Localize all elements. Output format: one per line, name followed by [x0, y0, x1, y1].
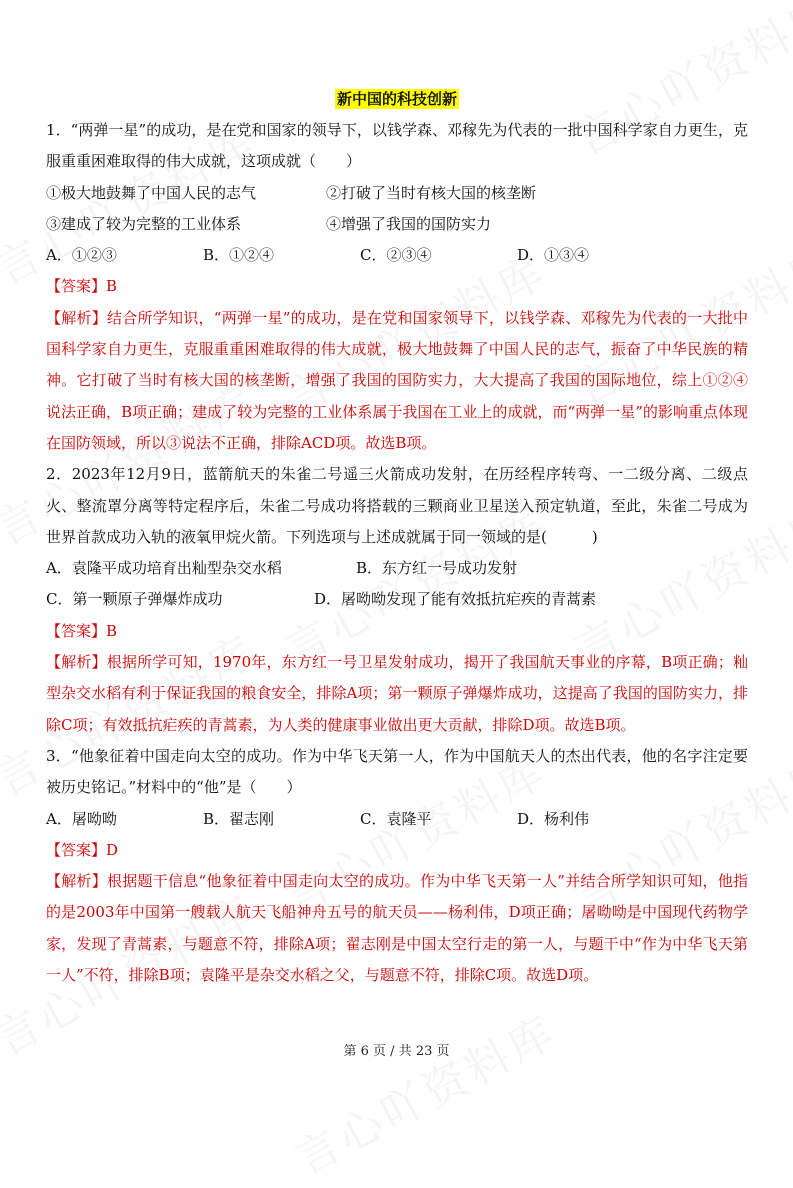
statement-4: ④增强了我国的国防实力: [326, 214, 492, 233]
question-2-answer: 【答案】B: [46, 621, 118, 640]
statement-1: ①极大地鼓舞了中国人民的志气: [46, 183, 257, 202]
question-2-stem: 2．2023年12月9日，蓝箭航天的朱雀二号遥三火箭成功发射，在历经程序转弯、一二级分离、二级点火、整流罩分离等特定程序后，朱雀二号成功将搭载的三颗商业卫星送入预定轨道，至此，朱雀二号成为世界首款成功入轨的液氧甲烷火箭。下列选项与上述成就属于同一领域的是( ): [46, 465, 748, 546]
question-3-options: [46, 804, 748, 835]
document-body: [46, 84, 748, 991]
page-footer: 第 6 页 / 共 23 页: [343, 1044, 450, 1059]
question-2-options-row-2: [46, 584, 748, 615]
option-b: B．东方红一号成功发射: [356, 559, 518, 578]
option-b: B．①②④: [203, 246, 275, 265]
question-1-options: [46, 240, 748, 271]
question-2-options-row-1: [46, 553, 748, 584]
page-title: 新中国的科技创新: [336, 90, 457, 108]
question-3-answer: 【答案】D: [46, 840, 119, 859]
title-row: [46, 84, 748, 115]
option-c: C．袁隆平: [360, 809, 432, 828]
statement-3: ③建成了较为完整的工业体系: [46, 214, 242, 233]
question-1-answer: 【答案】B: [46, 277, 118, 296]
option-d: D．屠呦呦发现了能有效抵抗疟疾的青蒿素: [314, 590, 597, 609]
question-3-analysis: 【解析】根据题干信息“他象征着中国走向太空的成功。作为中华飞天第一人”并结合所学知识可知，他指的是2003年中国第一艘载人航天飞船神舟五号的航天员——杨利伟，D项正确；屠呦呦是中国现代药物学家，发现了青蒿素，与题意不符，排除A项；翟志刚是中国太空行走的第一人，与题干中“作为中华飞天第一人”不符，排除B项；袁隆平是杂交水稻之父，与题意不符，排除C项。故选D项。: [46, 872, 748, 985]
option-a: A．①②③: [46, 246, 117, 265]
option-b: B．翟志刚: [203, 809, 275, 828]
question-2-analysis: 【解析】根据所学可知，1970年，东方红一号卫星发射成功，揭开了我国航天事业的序幕，B项正确；籼型杂交水稻有利于保证我国的粮食安全，排除A项；第一颗原子弹爆炸成功，这提高了我国的国防实力，排除C项；有效抵抗疟疾的青蒿素，为人类的健康事业做出更大贡献，排除D项。故选B项。: [46, 653, 748, 734]
question-1-analysis: 【解析】结合所学知识，“两弹一星”的成功，是在党和国家领导下，以钱学森、邓稼先为代表的一大批中国科学家自力更生，克服重重困难取得的伟大成就，极大地鼓舞了中国人民的志气，振奋了中华民族的精神。它打破了当时有核大国的核垄断，增强了我国的国防实力，大大提高了我国的国际地位，综上①②④说法正确，B项正确；建成了较为完整的工业体系属于我国在工业上的成就，而“两弹一星”的影响重点体现在国防领域，所以③说法不正确，排除ACD项。故选B项。: [46, 308, 748, 452]
statement-2: ②打破了当时有核大国的核垄断: [326, 183, 537, 202]
option-c: C．第一颗原子弹爆炸成功: [46, 590, 223, 609]
question-1-statements-row-2: [46, 209, 748, 240]
option-c: C．②③④: [360, 246, 432, 265]
option-d: D．杨利伟: [517, 809, 590, 828]
question-1-stem: 1．“两弹一星”的成功，是在党和国家的领导下，以钱学森、邓稼先为代表的一批中国科学家自力更生，克服重重困难取得的伟大成就，这项成就（ ）: [46, 121, 748, 171]
question-3-stem: 3．“他象征着中国走向太空的成功。作为中华飞天第一人，作为中国航天人的杰出代表，他的名字注定要被历史铭记。”材料中的“他”是（ ）: [46, 746, 748, 797]
question-1-statements-row-1: [46, 178, 748, 209]
watermark: [282, 996, 566, 1188]
option-a: A．屠呦呦: [46, 809, 117, 828]
option-a: A．袁隆平成功培育出籼型杂交水稻: [46, 559, 282, 578]
option-d: D．①③④: [517, 246, 590, 265]
